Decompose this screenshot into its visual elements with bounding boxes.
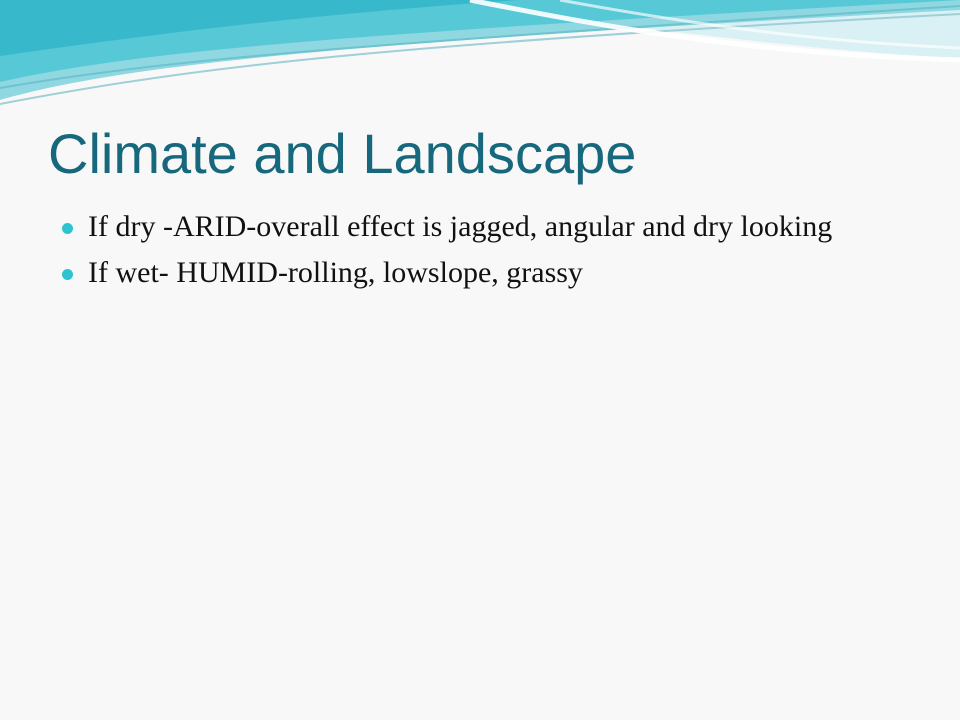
slide-title: Climate and Landscape <box>48 122 637 185</box>
bullet-item-humid <box>62 254 882 292</box>
bullet-text-arid: If dry -ARID-overall effect is jagged, angular and dry looking <box>88 210 833 243</box>
bullet-item-arid <box>62 208 882 246</box>
bullet-text-humid: If wet- HUMID-rolling, lowslope, grassy <box>88 256 583 289</box>
bullet-list <box>62 208 882 300</box>
bullet-icon <box>62 223 73 234</box>
bullet-icon <box>62 269 73 280</box>
decorative-wave-header <box>0 0 960 120</box>
